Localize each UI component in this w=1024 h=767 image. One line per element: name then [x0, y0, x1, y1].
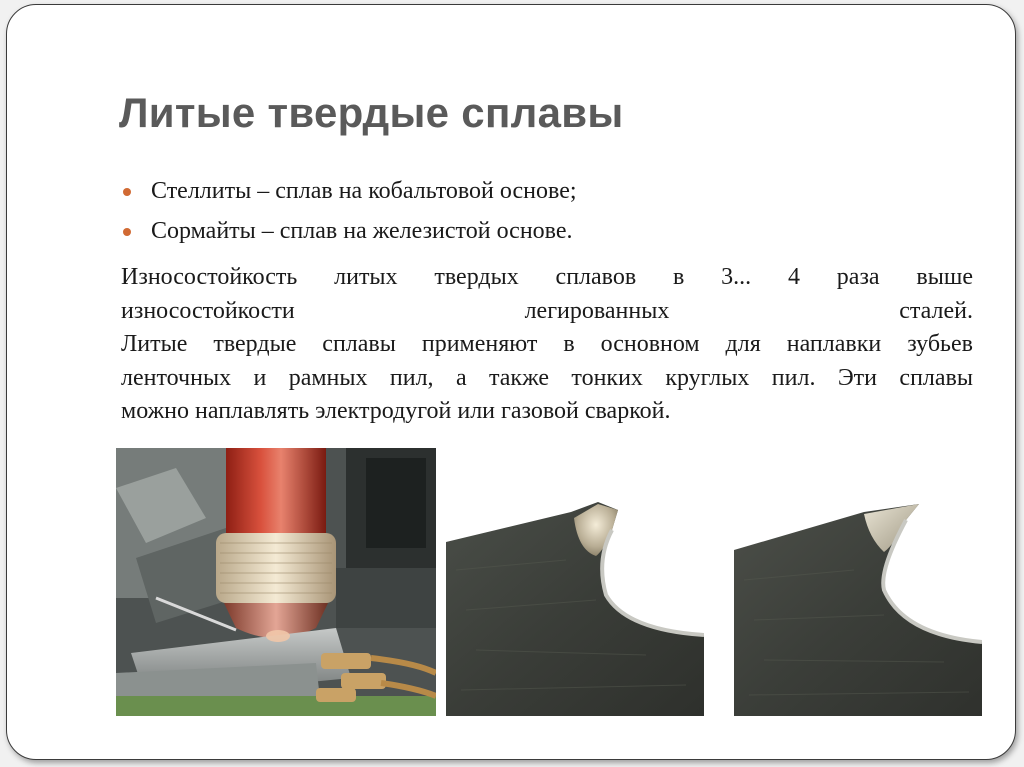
paragraph-line: Литые твердые сплавы применяют в основном для наплавки зубьев — [121, 331, 973, 357]
slide-title: Литые твердые сплавы — [119, 89, 624, 136]
welding-photo — [116, 448, 436, 716]
body-paragraph — [121, 261, 973, 429]
paragraph-line: Износостойкость литых твердых сплавов в 3... 4 раза выше — [121, 264, 973, 290]
saw-tooth-welded-photo — [446, 490, 704, 716]
paragraph-line: износостойкости легированных сталей. — [121, 297, 973, 324]
bullet-dot-icon — [123, 228, 131, 236]
paragraph-line: можно наплавлять электродугой или газовой сваркой. — [121, 398, 671, 424]
saw-tooth-finished-photo — [734, 490, 982, 716]
bullet-text: Стеллиты – сплав на кобальтовой основе; — [151, 178, 577, 204]
bullet-text: Сормайты – сплав на железистой основе. — [151, 218, 573, 244]
paragraph-line: ленточных и рамных пил, а также тонких круглых пил. Эти сплавы — [121, 364, 973, 391]
bullet-dot-icon — [123, 188, 131, 196]
bullet-item — [119, 171, 979, 211]
bullet-list — [119, 171, 979, 251]
bullet-item — [119, 211, 979, 251]
